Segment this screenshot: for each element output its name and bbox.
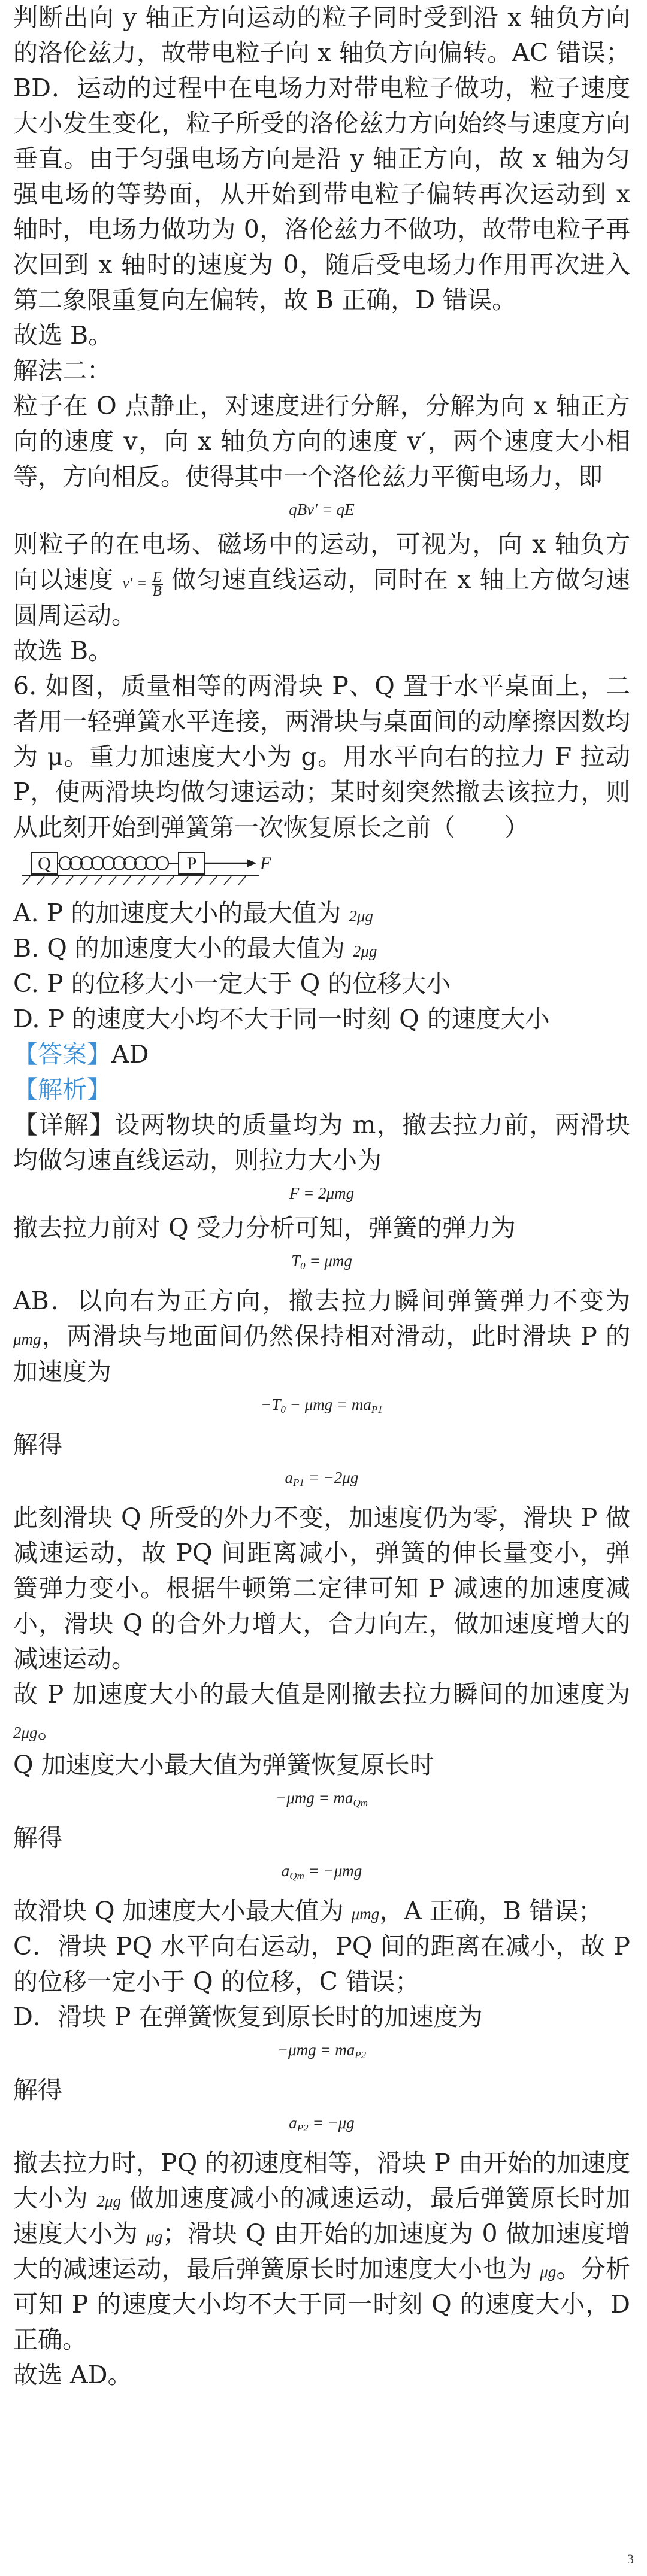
vprime-lhs: v′ = — [122, 575, 152, 591]
option-a-value: 2μg — [349, 906, 373, 925]
question-6: 6. 如图，质量相等的两滑块 P、Q 置于水平桌面上，二者用一轻弹簧水平连接，两滑块与桌面间的动摩擦因数均为 μ。重力加速度大小为 g。用水平向右的拉力 F 拉动 P，使两滑块均做匀速运动；某时刻突然撤去该拉力，则从此刻开始到弹簧第一次恢复原长之前（ ） — [13, 671, 630, 842]
paragraph-motion — [13, 527, 630, 633]
paragraph-q-max: Q 加速度大小最大值为弹簧恢复原长时 — [13, 1750, 434, 1779]
paragraph-max-p — [13, 1677, 630, 1747]
p1-lhs: −T — [261, 1395, 281, 1413]
t0-symbol: T — [291, 1251, 301, 1270]
p1-a-subscript: P1 — [371, 1403, 383, 1415]
analysis-tag: 【解析】 — [13, 1075, 111, 1104]
block-p-label: P — [186, 853, 197, 873]
final-text-2: 做加速度减小的减速运动，最后弹簧原长时加速度大小为 — [13, 2183, 630, 2248]
max-p-end: 。 — [37, 1715, 62, 1744]
analysis-line — [13, 1072, 630, 1108]
aqm-rhs: = −μmg — [304, 1861, 362, 1880]
p1-rhs: − μmg = ma — [285, 1395, 371, 1413]
conclusion-ad: 故选 AD。 — [13, 2360, 132, 2389]
fraction-denominator: B — [152, 582, 162, 599]
concl-mumg-value: μmg — [351, 1904, 380, 1923]
ap2-rhs: = −μg — [308, 2113, 355, 2132]
answer-value: AD — [111, 1039, 149, 1069]
paragraph-moment: 此刻滑块 Q 所受的外力不变，加速度仍为零，滑块 P 做减速运动，故 PQ 间距离减小，弹簧的伸长量变小，弹簧弹力变小。根据牛顿第二定律可知 P 减速的加速度减小，滑块 Q 的合外力增大，合力向左，做加速度增大的减速运动。 — [13, 1503, 630, 1673]
ap1-rhs: = −2μg — [304, 1468, 359, 1486]
final-text-3: ；滑块 Q 由开始的加速度为 0 做加速度增大的减速运动，最后弹簧原长时加速度大小也为 — [13, 2219, 630, 2283]
equation-f: F = 2μmg — [289, 1184, 355, 1202]
final-mug-value-1: μg — [146, 2227, 163, 2246]
force-arrow-icon — [247, 859, 256, 867]
fraction-numerator: E — [152, 569, 162, 585]
motion-text-a: 则粒子的在电场、磁场中的运动，可视为，向 x 轴负方向以速度 — [13, 530, 630, 594]
final-2mug-value: 2μg — [96, 2192, 121, 2210]
option-b-value: 2μg — [352, 942, 377, 960]
aqm-symbol: a — [281, 1861, 290, 1880]
equation-p1 — [13, 1393, 630, 1421]
final-mug-value-2: μg — [540, 2262, 557, 2281]
equation-aqm — [13, 1859, 630, 1888]
answer-tag: 【答案】 — [13, 1039, 111, 1069]
option-a — [13, 896, 630, 931]
option-b-text: B. Q 的加速度大小的最大值为 — [13, 933, 353, 963]
solve-label-3: 解得 — [13, 2075, 62, 2104]
ap2-symbol: a — [289, 2113, 297, 2132]
equation-t0 — [13, 1249, 630, 1278]
p2-subscript: P2 — [355, 2049, 367, 2061]
detail-paragraph — [13, 1108, 630, 1178]
equation-qm — [13, 1786, 630, 1815]
max-p-value: 2μg — [13, 1723, 38, 1741]
paragraph-intro: 判断出向 y 轴正方向运动的粒子同时受到沿 x 轴负方向的洛伦兹力，故带电粒子向 x 轴负方向偏转。AC 错误；BD．运动的过程中在电场力对带电粒子做功，粒子速度大小发生变化，粒子所受的洛伦兹力方向始终与速度方向垂直。由于匀强电场方向是沿 y 轴正方向，故 x 轴为匀强电场的等势面，从开始到带电粒子偏转再次运动到 x 轴时，电场力做功为 0，洛伦兹力不做功，故带电粒子再次回到 x 轴时的速度为 0，随后受电场力作用再次进入第二象限重复向左偏转，故 B 正确，D 错误。 — [13, 3, 630, 314]
option-a-text: A. P 的加速度大小的最大值为 — [13, 898, 349, 927]
detail-tag: 【详解】 — [13, 1110, 115, 1139]
max-p-text: 故 P 加速度大小的最大值是刚撤去拉力瞬间的加速度为 — [13, 1679, 630, 1709]
hatched-table-surface — [22, 875, 259, 885]
ap1-subscript: P1 — [293, 1476, 304, 1488]
solve-label-2: 解得 — [13, 1823, 62, 1852]
motion-text-b: 做匀速直线运动，同时在 x 轴上方做匀速圆周运动。 — [13, 565, 630, 630]
ap2-subscript: P2 — [297, 2122, 309, 2134]
concl-text-b: ，A 正确，B 错误； — [379, 1896, 603, 1925]
final-text-4: 。分析可知 P 的速度大小均不大于同一时刻 Q 的速度大小，D 正确。 — [13, 2254, 631, 2354]
option-d: D. P 的速度大小均不大于同一时刻 Q 的速度大小 — [13, 1004, 550, 1033]
method-two-heading: 解法二： — [13, 356, 111, 385]
p1-t-subscript: 0 — [280, 1403, 286, 1415]
ab-text-b: ，两滑块与地面间仍然保持相对滑动，此时滑块 P 的加速度为 — [13, 1321, 630, 1386]
option-b — [13, 931, 630, 966]
detail-text: 设两物块的质量均为 m，撤去拉力前，两滑块均做匀速直线运动，则拉力大小为 — [13, 1110, 630, 1175]
equation-p2 — [13, 2038, 630, 2067]
equation-qbv: qBv′ = qE — [289, 500, 355, 518]
t0-subscript: 0 — [300, 1260, 306, 1272]
inline-vprime — [122, 569, 163, 599]
ab-text-a: AB．以向右为正方向，撤去拉力瞬间弹簧弹力不变为 — [13, 1286, 630, 1315]
paragraph-decomposition: 粒子在 O 点静止，对速度进行分解，分解为向 x 轴正方向的速度 v，向 x 轴负方向的速度 v′，两个速度大小相等，方向相反。使得其中一个洛伦兹力平衡电场力，即 — [13, 392, 630, 491]
solve-label-1: 解得 — [13, 1430, 62, 1459]
ap1-symbol: a — [285, 1468, 294, 1486]
p2-expression: −μmg = ma — [277, 2040, 355, 2059]
t0-rhs: = μmg — [305, 1251, 352, 1270]
paragraph-ab — [13, 1284, 630, 1389]
aqm-subscript: Qm — [289, 1870, 304, 1882]
paragraph-conclusion-ab — [13, 1894, 630, 1929]
paragraph-d: D．滑块 P 在弹簧恢复到原长时的加速度为 — [13, 2002, 483, 2031]
qm-subscript: Qm — [353, 1797, 368, 1809]
fraction-e-over-b — [152, 571, 163, 598]
document-body — [13, 0, 630, 2393]
force-label: F — [260, 853, 271, 873]
ab-mumg-value: μmg — [13, 1330, 41, 1348]
block-q-label: Q — [38, 853, 51, 873]
option-c: C. P 的位移大小一定大于 Q 的位移大小 — [13, 969, 451, 998]
final-text-1: 撤去拉力时，PQ 的初速度相等，滑块 P 由开始的加速度大小为 — [13, 2148, 630, 2213]
blocks-spring-figure — [19, 849, 331, 886]
paragraph-spring-force: 撤去拉力前对 Q 受力分析可知，弹簧的弹力为 — [13, 1213, 516, 1242]
concl-text-a: 故滑块 Q 加速度大小最大值为 — [13, 1896, 352, 1925]
spring-coil — [58, 857, 179, 870]
conclusion-b-2: 故选 B。 — [13, 636, 113, 665]
conclusion-b-1: 故选 B。 — [13, 321, 113, 350]
equation-ap2 — [13, 2111, 630, 2140]
paragraph-c: C．滑块 PQ 水平向右运动，PQ 间的距离在减小，故 P 的位移一定小于 Q 的位移，C 错误； — [13, 1931, 630, 1996]
answer-line — [13, 1037, 630, 1072]
equation-ap1 — [13, 1466, 630, 1494]
qm-expression: −μmg = ma — [275, 1788, 353, 1807]
paragraph-final — [13, 2146, 630, 2357]
page-number: 3 — [627, 2551, 634, 2566]
